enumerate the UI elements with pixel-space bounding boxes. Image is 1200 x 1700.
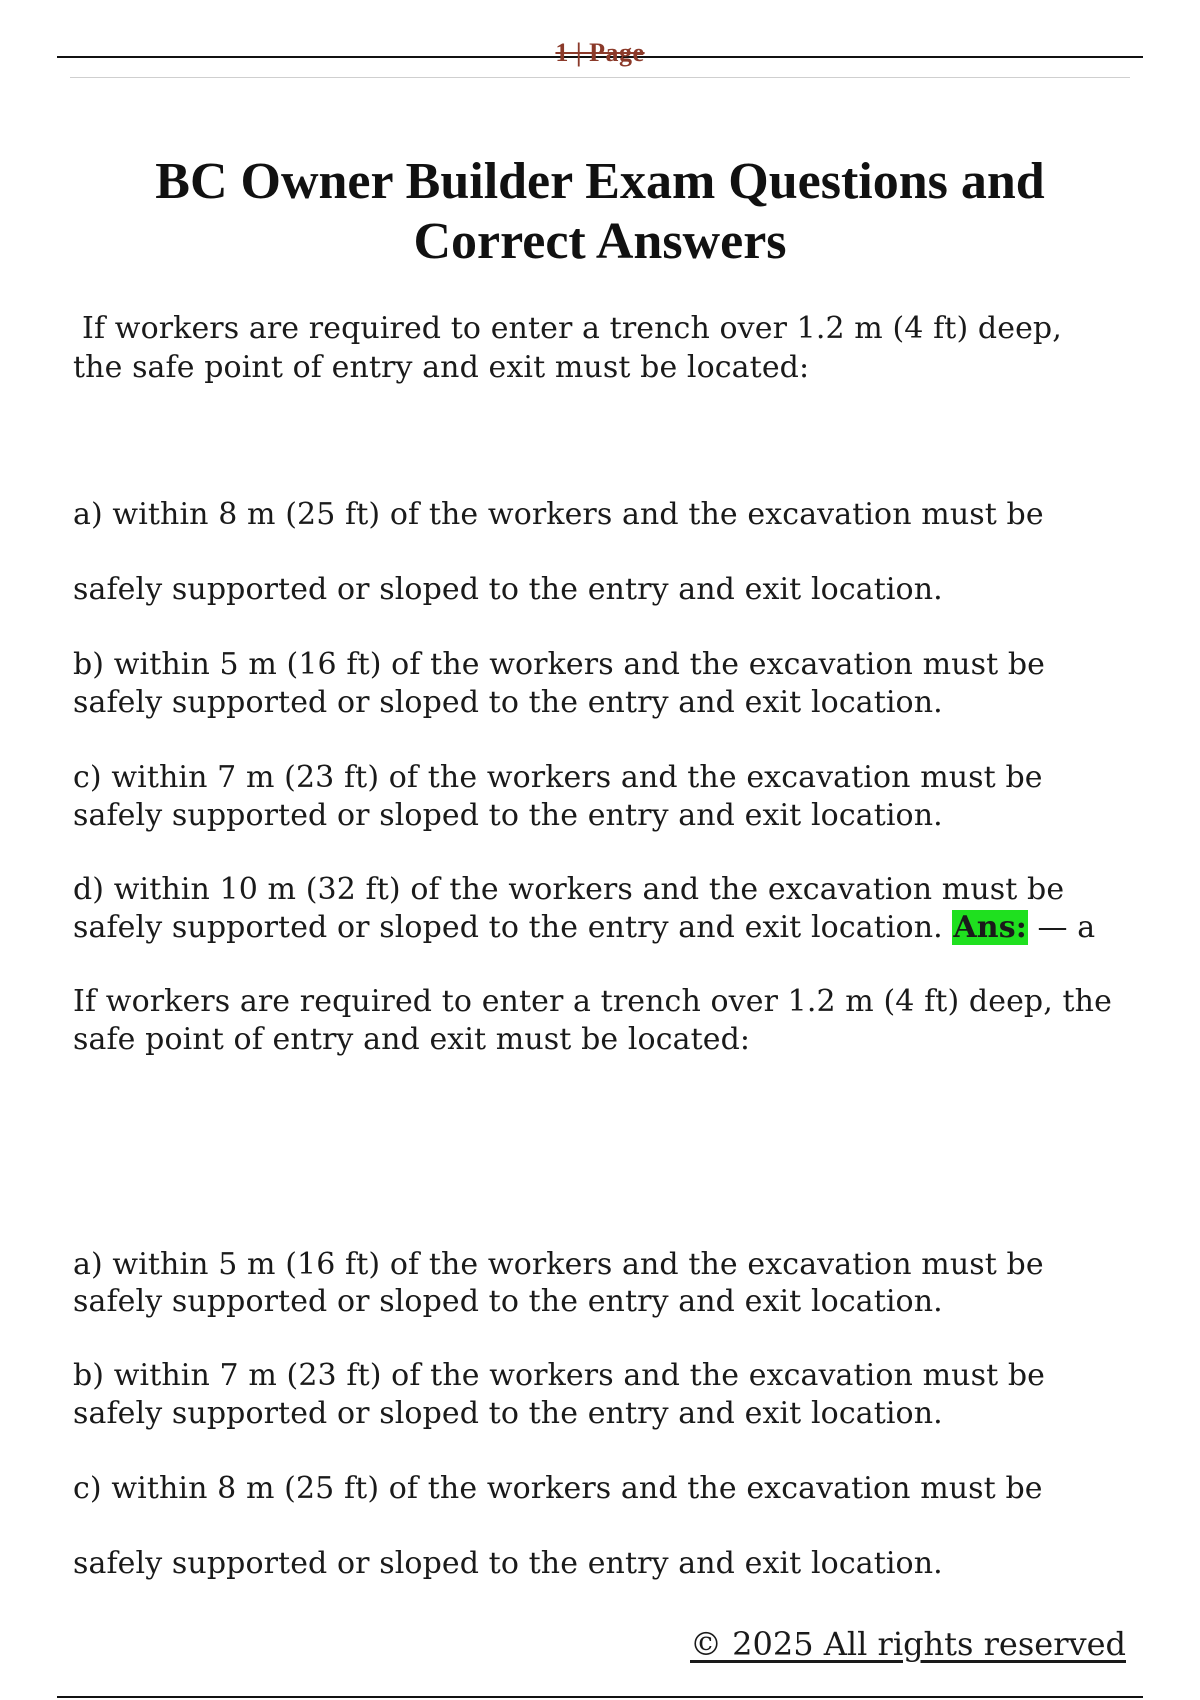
title-line-2: Correct Answers <box>413 213 787 270</box>
question-1-option-a-line-2: safely supported or sloped to the entry and exit location. <box>73 572 943 607</box>
question-2-stem-line-1: If workers are required to enter a trench over 1.2 m (4 ft) deep, the <box>73 984 1112 1019</box>
question-1-option-b-line-1: b) within 5 m (16 ft) of the workers and the excavation must be <box>73 647 1046 682</box>
question-2-option-b-line-2: safely supported or sloped to the entry and exit location. <box>73 1396 943 1431</box>
question-1-stem-line-1: If workers are required to enter a trench over 1.2 m (4 ft) deep, <box>82 311 1062 346</box>
question-1-option-a-line-1: a) within 8 m (25 ft) of the workers and the excavation must be <box>73 497 1044 532</box>
document-title <box>80 152 1120 272</box>
question-1-option-b-line-2: safely supported or sloped to the entry and exit location. <box>73 685 943 720</box>
question-2-option-c-line-1: c) within 8 m (25 ft) of the workers and the excavation must be <box>73 1471 1043 1506</box>
question-1-option-c-line-2: safely supported or sloped to the entry and exit location. <box>73 798 943 833</box>
question-2-option-a-line-2: safely supported or sloped to the entry and exit location. <box>73 1284 943 1319</box>
answer-label-highlight: Ans: <box>953 910 1027 945</box>
answer-value: — a <box>1037 910 1096 945</box>
question-2-stem-line-2: safe point of entry and exit must be located: <box>73 1022 751 1057</box>
title-line-1: BC Owner Builder Exam Questions and <box>155 153 1045 210</box>
question-2-option-a-line-1: a) within 5 m (16 ft) of the workers and the excavation must be <box>73 1247 1044 1282</box>
question-2-option-c-line-2: safely supported or sloped to the entry and exit location. <box>73 1546 943 1581</box>
option-d-text: safely supported or sloped to the entry and exit location. <box>73 910 943 945</box>
question-1-stem-line-2: the safe point of entry and exit must be located: <box>73 350 810 385</box>
page-number: 1 | Page <box>555 38 645 67</box>
header-subrule <box>70 77 1130 78</box>
copyright-notice: © 2025 All rights reserved <box>690 1625 1126 1663</box>
question-1-option-d-line-2 <box>73 909 1148 947</box>
question-2-option-b-line-1: b) within 7 m (23 ft) of the workers and the excavation must be <box>73 1358 1046 1393</box>
footer-rule <box>57 1696 1143 1698</box>
question-1-option-d-line-1: d) within 10 m (32 ft) of the workers and the excavation must be <box>73 872 1065 907</box>
question-1-option-c-line-1: c) within 7 m (23 ft) of the workers and the excavation must be <box>73 760 1043 795</box>
